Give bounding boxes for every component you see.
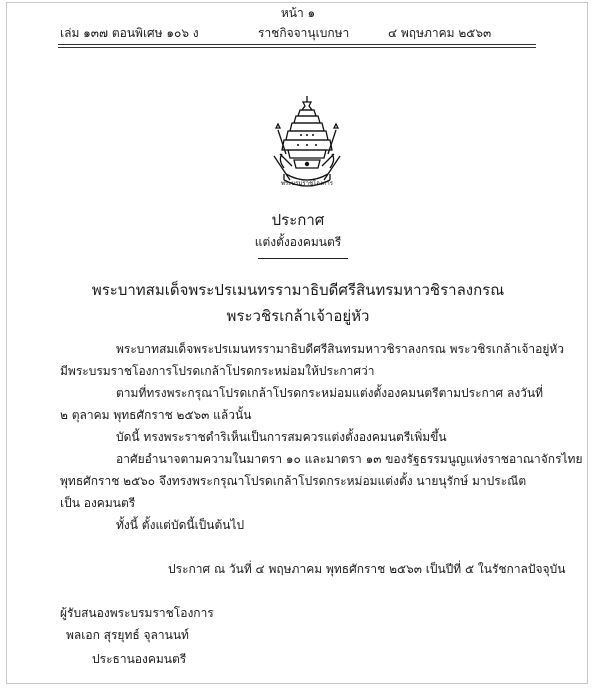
body-paragraph-4-line-3: เป็น องคมนตรี [60,496,136,510]
header-rule-bottom [58,47,536,48]
body-paragraph-1-line-1: พระบาทสมเด็จพระปรเมนทรรามาธิบดีศรีสินทรมหาวชิราลงกรณ พระวชิรเกล้าเจ้าอยู่หัว [116,342,565,356]
countersign-heading: ผู้รับสนองพระบรมราชโองการ [60,606,214,620]
body-paragraph-4-line-2: พุทธศักราช ๒๕๖๐ จึงทรงพระกรุณาโปรดเกล้าโปรดกระหม่อมแต่งตั้ง นายนุรักษ์ มาประณีต [60,474,527,488]
body-paragraph-1-line-2: มีพระบรมราชโองการโปรดเกล้าโปรดกระหม่อมให้ประกาศว่า [60,364,375,378]
gazette-name: ราชกิจจานุเบกษา [258,26,350,40]
gazette-date: ๔ พฤษภาคม ๒๕๖๓ [388,26,492,40]
royal-name-line-2: พระวชิรเกล้าเจ้าอยู่หัว [226,307,370,325]
countersign-name: พลเอก สุรยุทธ์ จุลานนท์ [66,628,189,642]
royal-name-line-1: พระบาทสมเด็จพระปรเมนทรรามาธิบดีศรีสินทรมหาวชิราลงกรณ [91,281,505,299]
body-paragraph-5: ทั้งนี้ ตั้งแต่บัดนี้เป็นต้นไป [116,518,245,532]
header-rule-top [58,44,536,45]
announcement-subject: แต่งตั้งองคมนตรี [254,235,342,249]
body-paragraph-4-line-1: อาศัยอำนาจตามความในมาตรา ๑๐ และมาตรา ๑๓ ของรัฐธรรมนูญแห่งราชอาณาจักรไทย [116,452,583,466]
page-number: หน้า ๑ [280,6,316,20]
title-separator [258,258,348,259]
given-date-line: ประกาศ ณ วันที่ ๔ พฤษภาคม พุทธศักราช ๒๕๖๓ เป็นปีที่ ๕ ในรัชกาลปัจจุบัน [168,562,566,576]
emblem-ribbon-text: พระบรมราชโองการ [280,180,334,187]
body-paragraph-3: บัดนี้ ทรงพระราชดำริเห็นเป็นการสมควรแต่งตั้งองคมนตรีเพิ่มขึ้น [116,430,447,444]
body-paragraph-2-line-2: ๒ ตุลาคม พุทธศักราช ๒๕๖๓ แล้วนั้น [60,408,252,422]
gazette-volume: เล่ม ๑๓๗ ตอนพิเศษ ๑๐๖ ง [60,26,199,40]
countersign-position: ประธานองคมนตรี [92,652,187,666]
body-paragraph-2-line-1: ตามที่ทรงพระกรุณาโปรดเกล้าโปรดกระหม่อมแต่งตั้งองคมนตรีตามประกาศ ลงวันที่ [116,386,544,400]
announcement-title: ประกาศ [271,211,325,229]
royal-command-emblem-icon [272,94,342,194]
